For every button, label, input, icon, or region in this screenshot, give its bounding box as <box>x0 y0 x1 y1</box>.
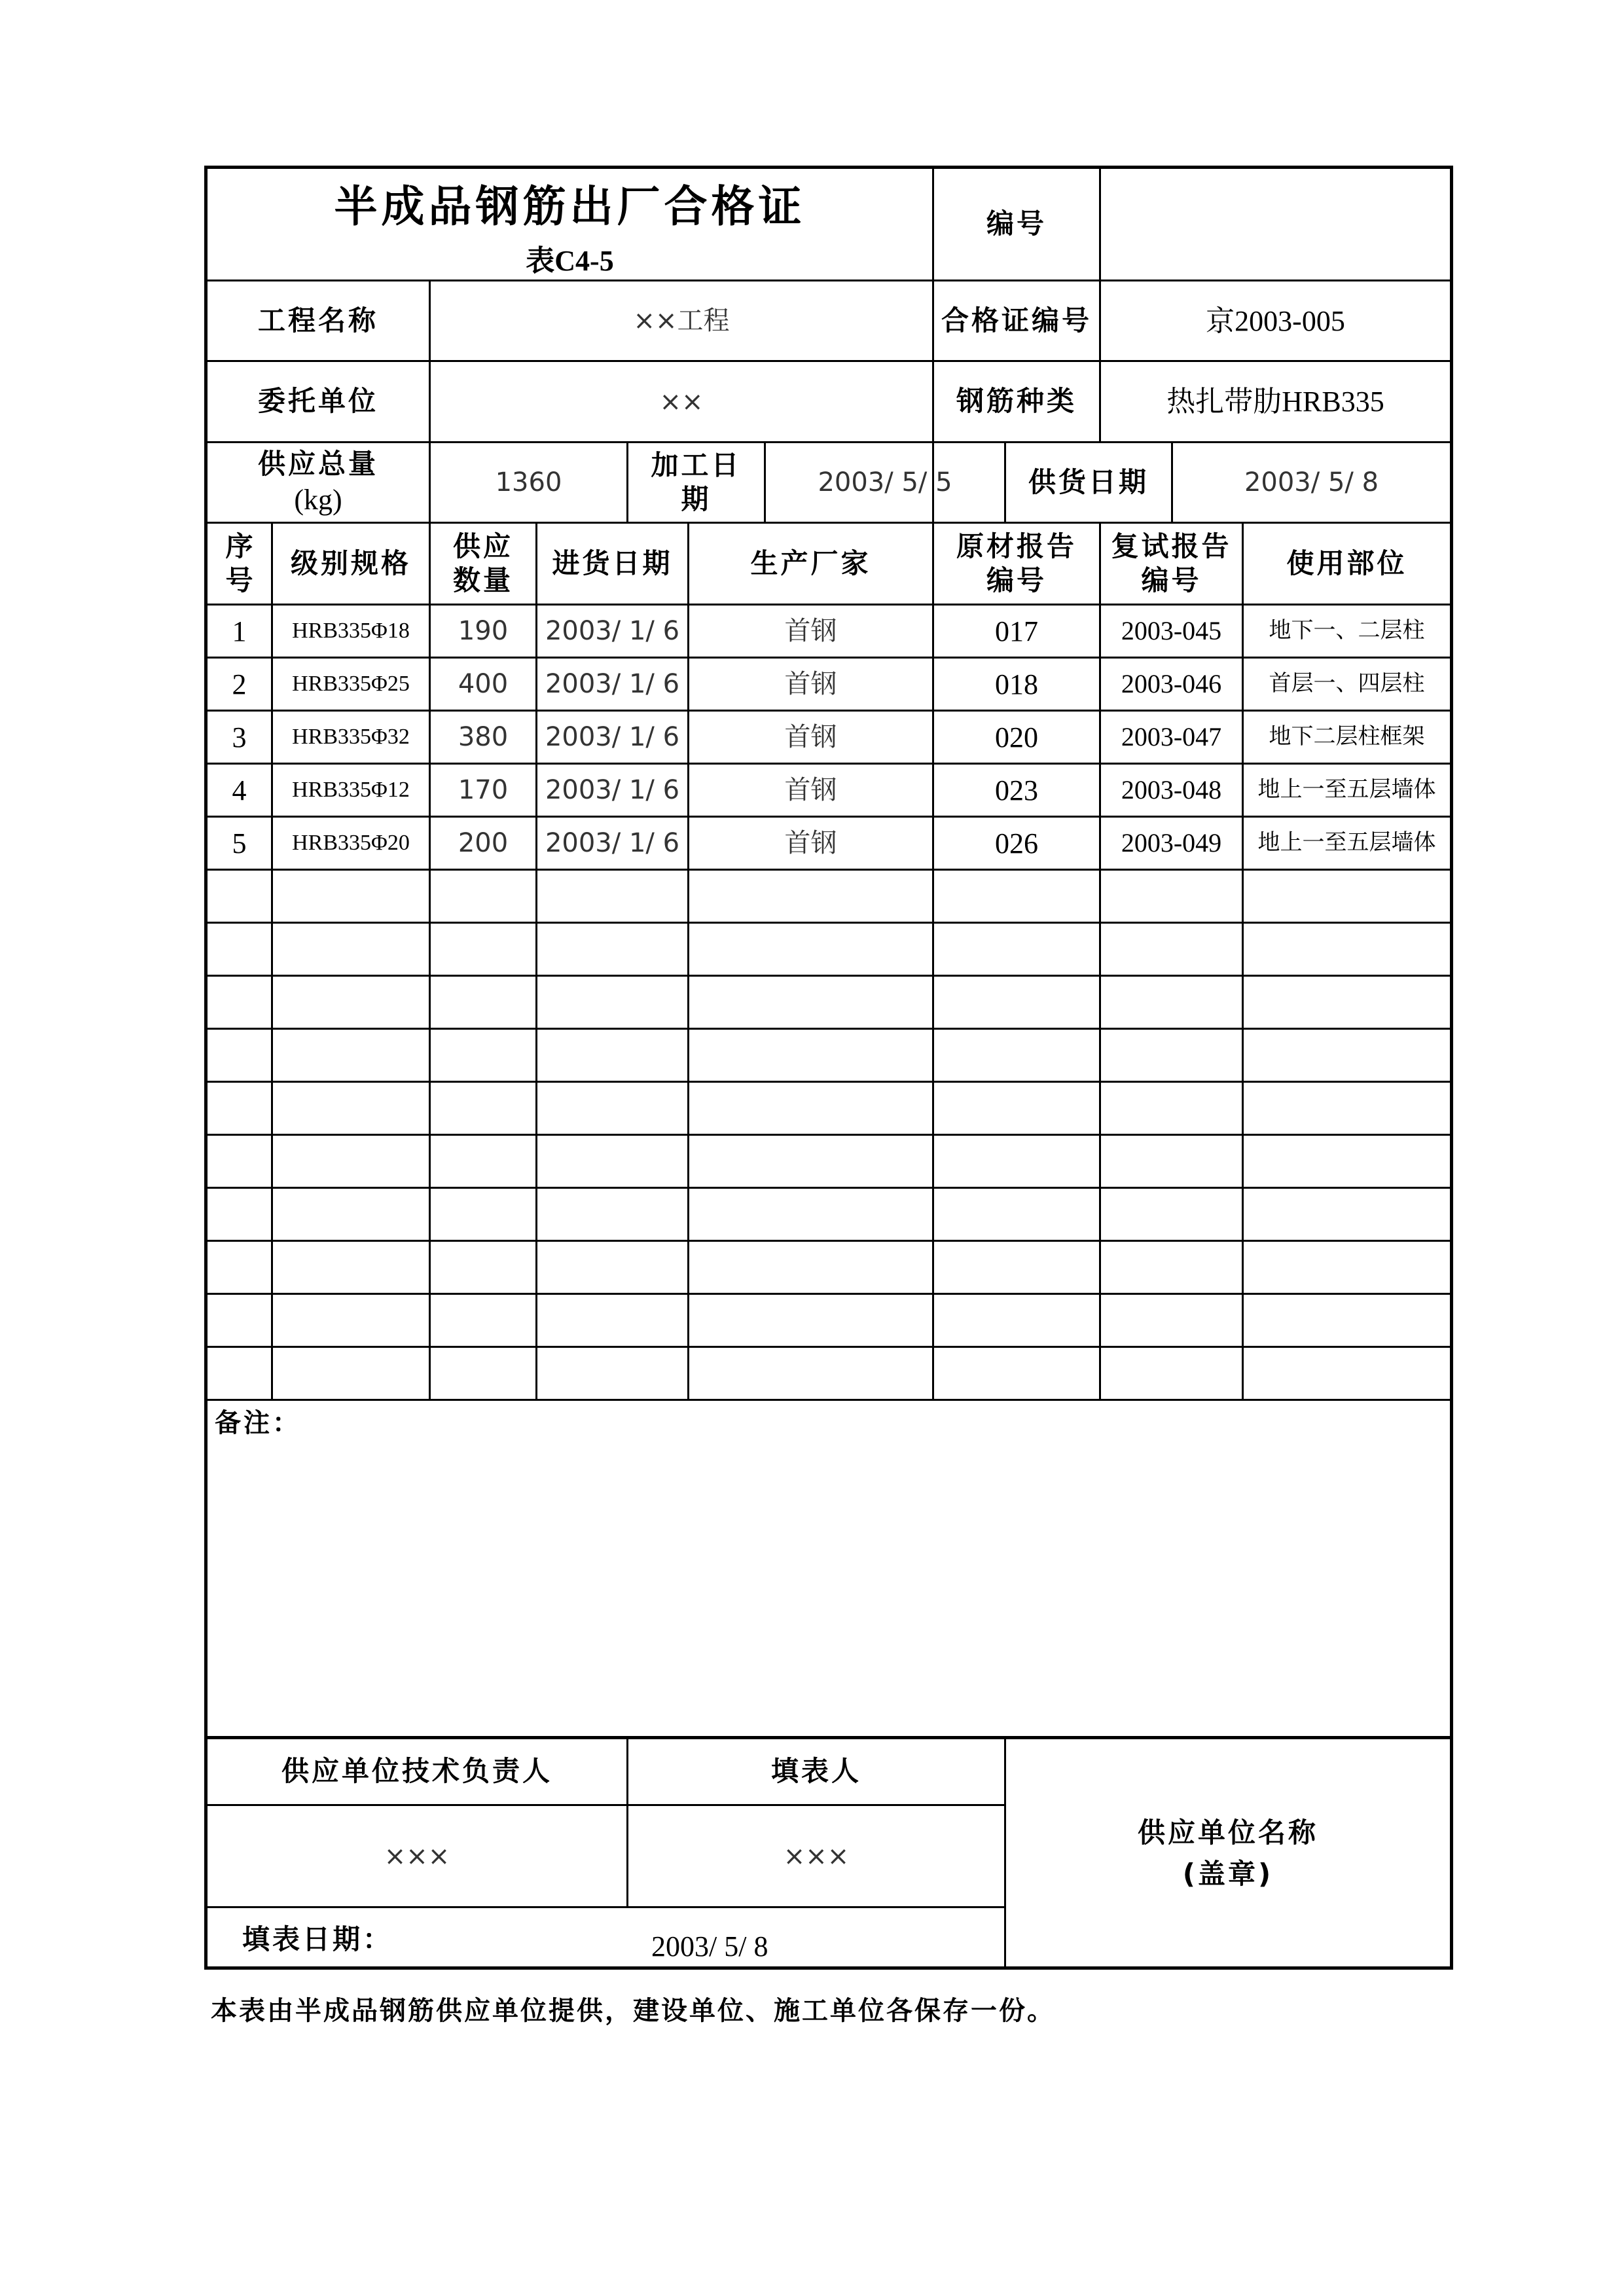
filler-label: 填表人 <box>770 1755 861 1788</box>
row4-retest-report: 2003-048 <box>1121 775 1222 804</box>
hline <box>204 1399 1453 1401</box>
total-supply-label-line1: 供应总量 <box>257 448 378 480</box>
row1-arrival-date: 2003/ 1/ 6 <box>545 616 680 646</box>
row1-manufacturer: 首钢 <box>784 616 837 646</box>
hline <box>204 1081 1453 1083</box>
col-header-qty-line1: 供应 <box>452 530 513 562</box>
row5-qty: 200 <box>458 828 509 858</box>
col-header-retest-report <box>1101 524 1242 604</box>
col-header-retest-report-line1: 复试报告 <box>1111 530 1232 562</box>
col-header-qty <box>431 524 535 604</box>
col-header-arrival-date: 进货日期 <box>552 547 673 579</box>
project-name-value[interactable]: ××工程 <box>633 306 730 336</box>
row3-usage: 地下二层柱框架 <box>1269 724 1425 749</box>
row4-raw-report: 023 <box>995 774 1038 806</box>
col-header-seq-line2: 号 <box>225 564 253 596</box>
row5-arrival-date: 2003/ 1/ 6 <box>545 828 680 858</box>
col-header-raw-report-line1: 原材报告 <box>956 530 1077 562</box>
row2-grade: HRB335Φ25 <box>292 671 410 696</box>
row4-grade: HRB335Φ12 <box>292 777 410 802</box>
row1-qty: 190 <box>458 616 509 646</box>
col-header-raw-report <box>934 524 1099 604</box>
filler-value[interactable]: ××× <box>783 1841 850 1871</box>
hline <box>204 975 1453 977</box>
row2-manufacturer: 首钢 <box>784 669 837 699</box>
row3-retest-report: 2003-047 <box>1121 722 1222 751</box>
row4-qty: 170 <box>458 775 509 805</box>
hline <box>204 1187 1453 1189</box>
row2-arrival-date: 2003/ 1/ 6 <box>545 669 680 699</box>
hline <box>204 1293 1453 1295</box>
client-label: 委托单位 <box>257 385 378 418</box>
number-label: 编号 <box>986 208 1047 240</box>
col-header-seq-line1: 序 <box>225 530 253 562</box>
row4-arrival-date: 2003/ 1/ 6 <box>545 775 680 805</box>
project-name-label: 工程名称 <box>257 304 378 336</box>
row5-manufacturer: 首钢 <box>784 828 837 858</box>
form-code: 表C4-5 <box>526 245 614 277</box>
total-supply-label-line2: (kg) <box>294 483 342 516</box>
col-header-raw-report-line2: 编号 <box>986 564 1047 596</box>
client-value[interactable]: ×× <box>659 386 704 417</box>
supplier-stamp <box>1006 1739 1450 1966</box>
row1-seq: 1 <box>232 615 247 647</box>
col-header-seq <box>208 524 271 604</box>
col-header-qty-line2: 数量 <box>452 564 513 596</box>
delivery-date-label: 供货日期 <box>1028 465 1149 498</box>
row3-raw-report: 020 <box>995 721 1038 753</box>
process-date-label-line1: 加工日 <box>651 448 742 481</box>
hline <box>204 1134 1453 1136</box>
border-right <box>1450 166 1453 1970</box>
fill-date-value[interactable]: 2003/ 5/ 8 <box>651 1930 768 1962</box>
row3-arrival-date: 2003/ 1/ 6 <box>545 722 680 752</box>
remarks-label: 备注： <box>215 1408 301 1438</box>
row5-usage: 地上一至五层墙体 <box>1257 830 1436 855</box>
row2-raw-report: 018 <box>995 668 1038 700</box>
cert-no-label: 合格证编号 <box>941 304 1092 336</box>
form-title: 半成品钢筋出厂合格证 <box>334 181 806 232</box>
col-header-manufacturer: 生产厂家 <box>750 547 871 579</box>
row2-retest-report: 2003-046 <box>1121 669 1222 698</box>
col-header-retest-report-line2: 编号 <box>1141 564 1202 596</box>
total-supply-value[interactable]: 1360 <box>495 467 562 497</box>
row1-retest-report: 2003-045 <box>1121 616 1222 645</box>
row4-seq: 4 <box>232 774 247 806</box>
remarks-area[interactable] <box>208 1440 1450 1736</box>
row4-manufacturer: 首钢 <box>784 775 837 805</box>
fill-date-label: 填表日期： <box>242 1923 393 1955</box>
col-header-grade: 级别规格 <box>290 547 411 579</box>
row2-seq: 2 <box>232 668 247 700</box>
process-date-label-line2: 期 <box>681 483 712 515</box>
row3-qty: 380 <box>458 722 509 752</box>
col-header-usage: 使用部位 <box>1286 547 1407 579</box>
hline <box>204 1346 1453 1348</box>
row3-grade: HRB335Φ32 <box>292 724 410 749</box>
tech-lead-value[interactable]: ××× <box>384 1841 450 1871</box>
row4-usage: 地上一至五层墙体 <box>1257 777 1436 802</box>
number-value[interactable] <box>1101 169 1450 280</box>
delivery-date-value[interactable]: 2003/ 5/ 8 <box>1244 467 1379 497</box>
footnote: 本表由半成品钢筋供应单位提供，建设单位、施工单位各保存一份。 <box>211 1996 1055 2026</box>
hline <box>204 869 1453 871</box>
supplier-label-line2: (盖章) <box>1182 1857 1274 1890</box>
border-bottom <box>204 1966 1453 1970</box>
row3-manufacturer: 首钢 <box>784 722 837 752</box>
rebar-type-value[interactable]: 热扎带肋HRB335 <box>1166 386 1384 418</box>
process-date-label <box>628 443 764 522</box>
row1-usage: 地下一、二层柱 <box>1269 618 1425 643</box>
row2-usage: 首层一、四层柱 <box>1269 671 1425 696</box>
row5-retest-report: 2003-049 <box>1121 828 1222 858</box>
tech-lead-label: 供应单位技术负责人 <box>281 1755 552 1788</box>
row5-raw-report: 026 <box>995 827 1038 859</box>
hline <box>204 1028 1453 1030</box>
row1-raw-report: 017 <box>995 615 1038 647</box>
hline <box>204 922 1453 924</box>
row5-grade: HRB335Φ20 <box>292 830 410 855</box>
cert-no-value[interactable]: 京2003-005 <box>1206 304 1345 337</box>
row1-grade: HRB335Φ18 <box>292 618 410 643</box>
hline <box>204 1906 1006 1908</box>
supplier-label-line1: 供应单位名称 <box>1137 1816 1318 1849</box>
rebar-type-label: 钢筋种类 <box>956 385 1077 418</box>
total-supply-label <box>208 443 429 522</box>
row3-seq: 3 <box>232 721 247 753</box>
row5-seq: 5 <box>232 827 247 859</box>
row2-qty: 400 <box>458 669 509 699</box>
process-date-value[interactable]: 2003/ 5/ 5 <box>818 467 952 497</box>
hline <box>204 1240 1453 1242</box>
